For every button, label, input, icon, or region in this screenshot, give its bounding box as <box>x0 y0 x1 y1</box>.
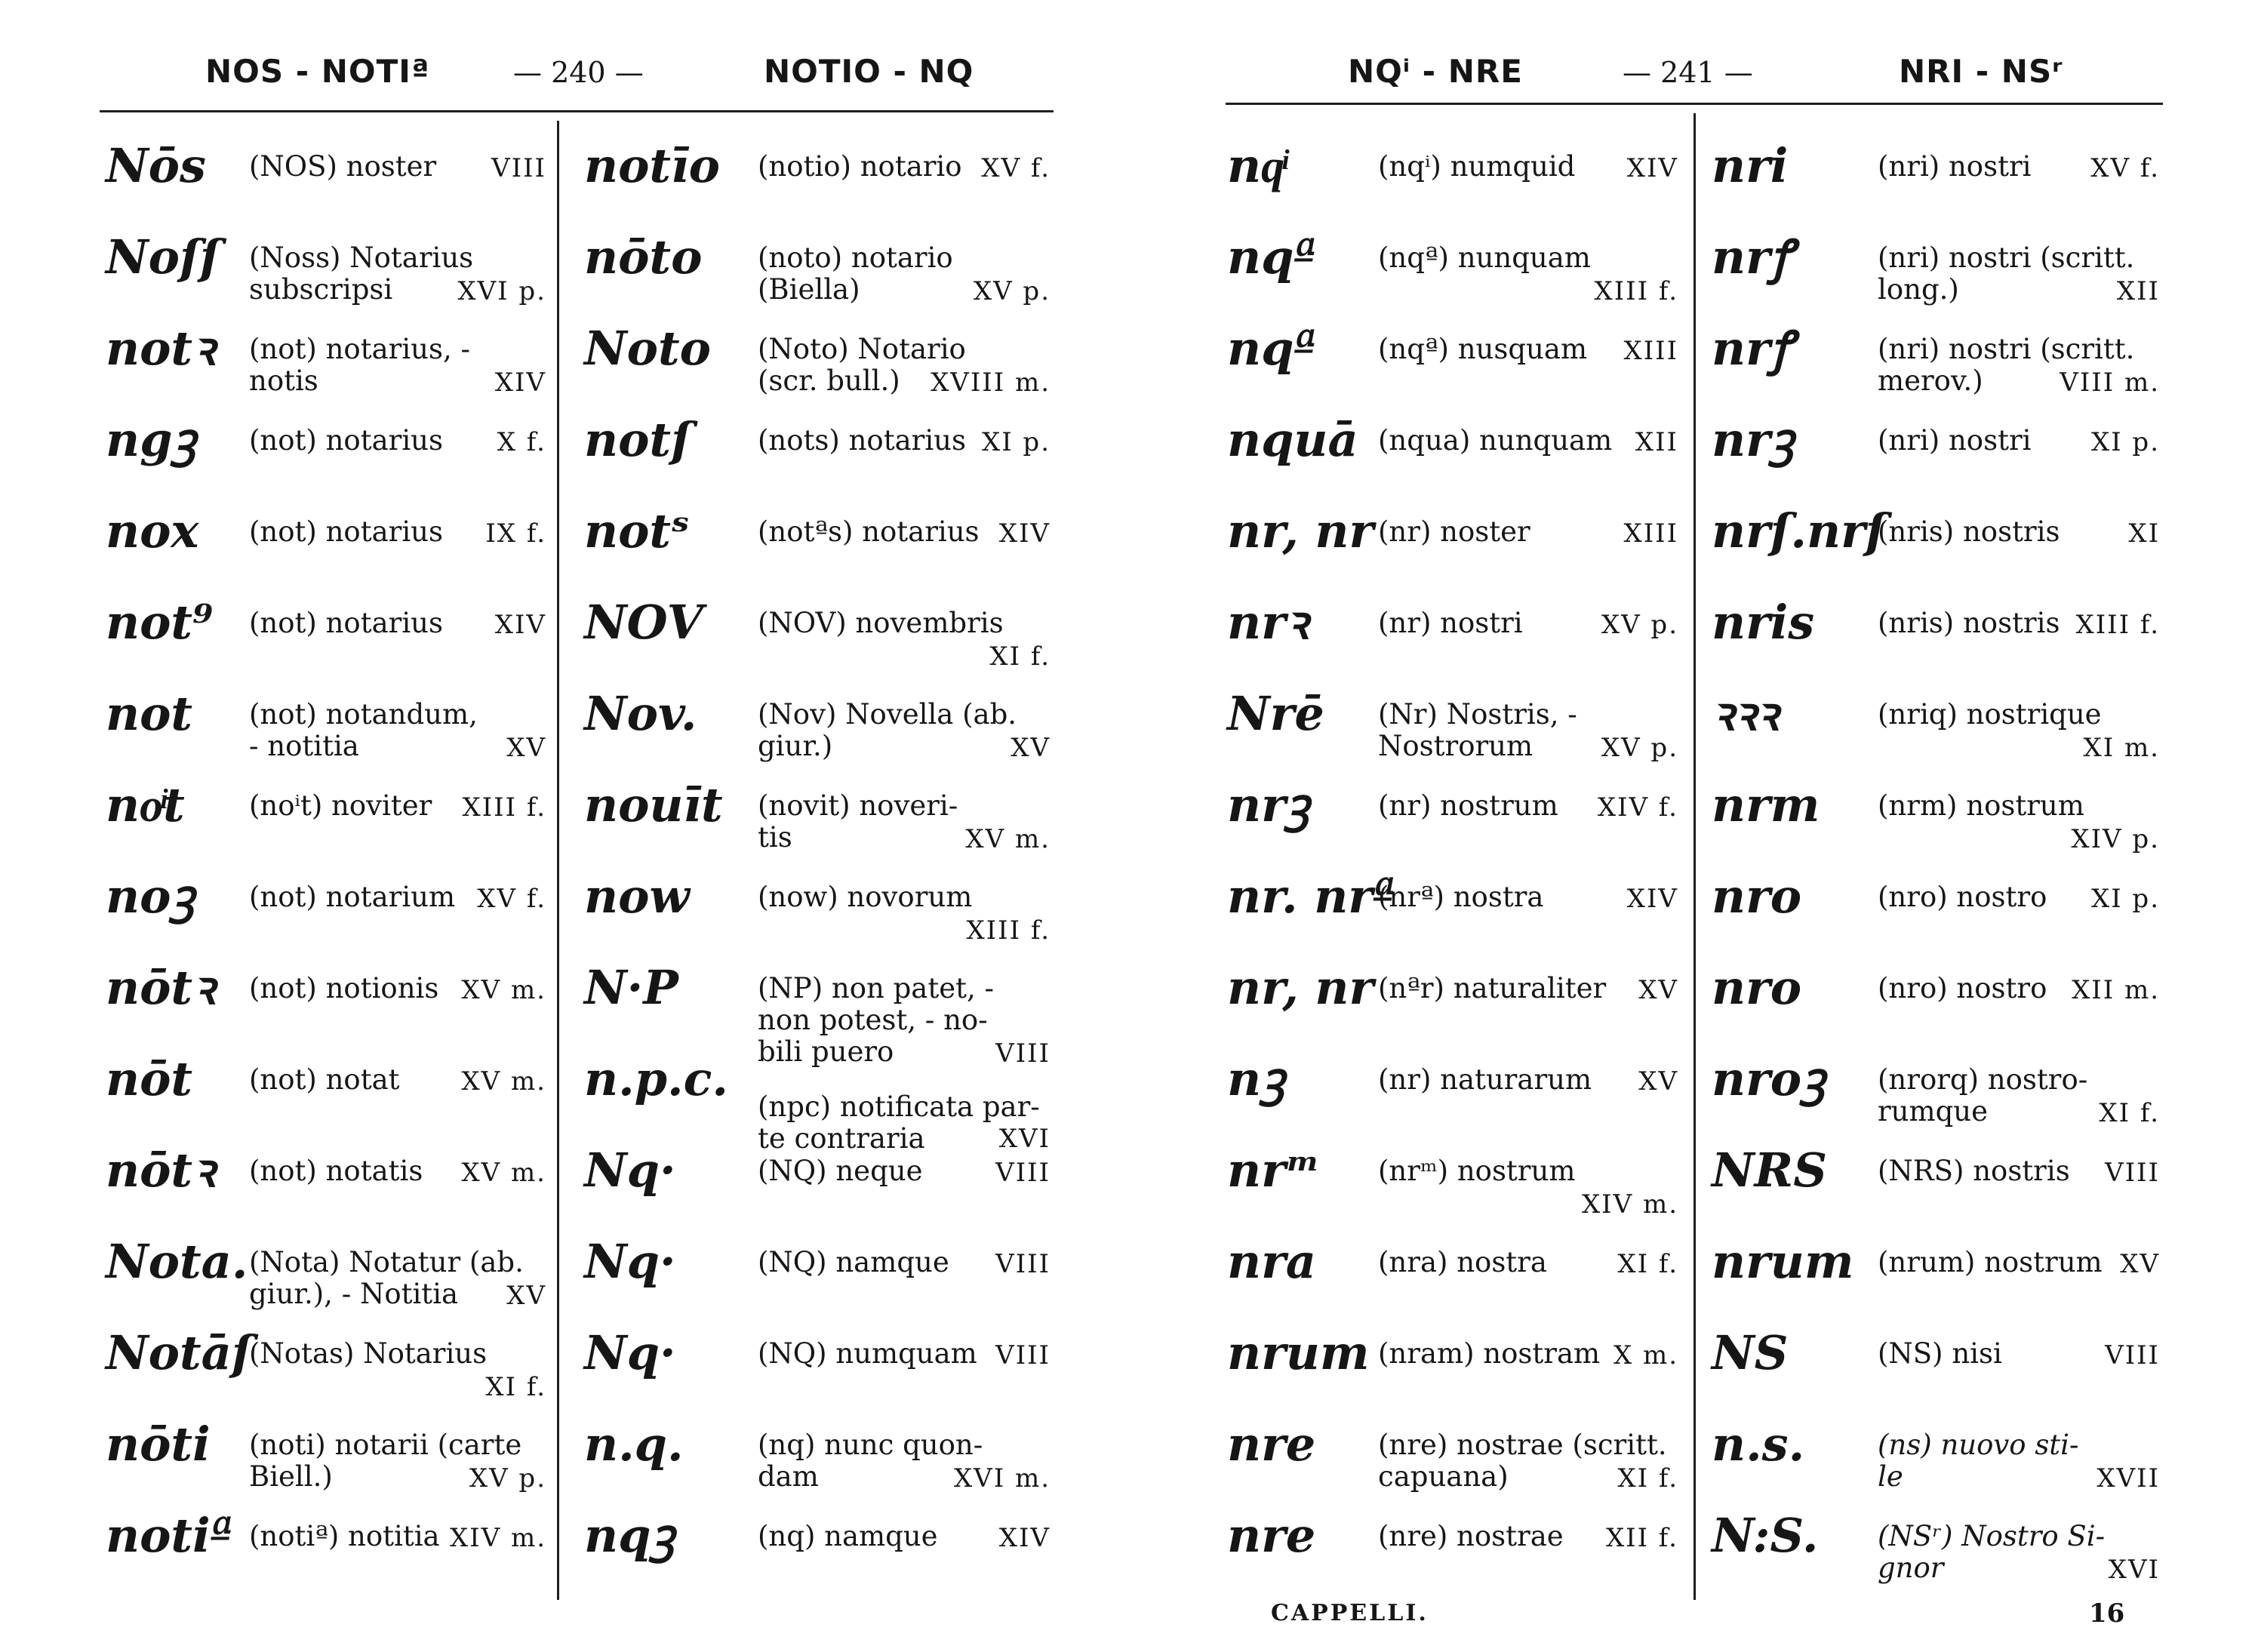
expansion: (not) notat <box>249 1063 400 1096</box>
abbreviation: nōti <box>106 1417 211 1472</box>
abbreviation: nōt <box>106 1051 193 1106</box>
expansion: (nri) nostri (scritt. long.) <box>1878 241 2135 306</box>
expansion: (nre) nostrae <box>1378 1520 1564 1552</box>
abbreviation: n.q. <box>584 1417 684 1472</box>
century-label: VIII <box>995 1249 1051 1279</box>
expansion: (nr) nostri <box>1378 607 1523 639</box>
expansion: (nqⁱ) numquid <box>1378 150 1576 183</box>
abbreviation: noͥt <box>106 777 185 832</box>
abbreviation: Nota. <box>106 1234 248 1289</box>
century-label: XII m. <box>2072 975 2160 1005</box>
abbreviation: nrꝭ <box>1712 229 1793 285</box>
abbreviation: NOV <box>584 595 703 650</box>
expansion: (NOV) novembris <box>758 607 1004 639</box>
century-label: VIII <box>491 153 546 183</box>
abbreviation: nrum <box>1712 1234 1854 1289</box>
abbreviation: nrꝛ <box>1227 595 1309 650</box>
century-label: XVII <box>2096 1463 2160 1494</box>
expansion: (novit) noveri- tis <box>758 789 958 854</box>
century-label: XI f. <box>989 641 1051 672</box>
century-label: XIV <box>494 610 546 640</box>
abbreviation: nris <box>1712 595 1815 650</box>
expansion: (nro) nostro <box>1878 972 2047 1004</box>
expansion: (not) notionis <box>249 972 439 1004</box>
right-running-head: NRI - NSʳ <box>1899 53 2063 90</box>
column-divider <box>557 121 559 1600</box>
abbreviation: nra <box>1227 1234 1316 1289</box>
century-label: XV f. <box>2090 153 2160 183</box>
century-label: XV <box>2120 1249 2160 1279</box>
century-label: VIII <box>995 1158 1051 1188</box>
century-label: XI f. <box>1617 1463 1678 1494</box>
abbreviation: N·P <box>584 960 678 1015</box>
century-label: VIII <box>995 1340 1051 1371</box>
expansion: (NQ) numquam <box>758 1337 977 1370</box>
century-label: XVIII m. <box>931 368 1051 398</box>
expansion: (NQ) namque <box>758 1246 949 1278</box>
abbreviation: nōtꝛ <box>106 960 215 1015</box>
expansion: (not) notarium <box>249 881 456 913</box>
expansion: (NRS) nostris <box>1878 1155 2070 1187</box>
abbreviation: notiª <box>106 1508 233 1563</box>
list-item <box>1227 960 1683 1063</box>
century-label: XIV p. <box>2071 824 2160 854</box>
abbreviation: nqª <box>1227 321 1317 376</box>
century-label: XIII f. <box>966 915 1051 946</box>
expansion: (nqª) nusquam <box>1378 333 1588 365</box>
expansion: (NSʳ) Nostro Si- gnor <box>1878 1520 2106 1584</box>
page-number: — 241 — <box>1623 56 1753 89</box>
list-item <box>1712 1508 2164 1611</box>
century-label: XV m. <box>461 975 546 1005</box>
expansion: (notio) notario <box>758 150 962 183</box>
abbreviation: Noto <box>584 321 712 376</box>
century-label: XI <box>2128 518 2160 549</box>
expansion: (nªr) naturaliter <box>1378 972 1607 1004</box>
abbreviation: notꝛ <box>106 321 215 376</box>
expansion: (nris) nostris <box>1878 607 2060 639</box>
expansion: (nr) naturarum <box>1378 1063 1592 1096</box>
abbreviation: NS <box>1712 1325 1789 1380</box>
century-label: XV m. <box>461 1158 546 1188</box>
century-label: IX f. <box>485 518 546 549</box>
century-label: XIV m. <box>449 1523 546 1553</box>
expansion: (nrm) nostrum <box>1878 789 2084 822</box>
signature-number: 16 <box>2089 1598 2125 1629</box>
expansion: (noto) notario (Biella) <box>758 241 953 306</box>
expansion: (noⁱt) noviter <box>249 789 432 822</box>
abbreviation: nrꝫ <box>1712 412 1795 467</box>
century-label: XV p. <box>1601 733 1678 763</box>
expansion: (nra) nostra <box>1378 1246 1547 1278</box>
expansion: (nri) nostri (scritt. merov.) <box>1878 333 2135 397</box>
century-label: XIV <box>1626 884 1678 914</box>
century-label: VIII <box>2105 1340 2160 1371</box>
expansion: (ns) nuovo sti- le <box>1878 1429 2079 1493</box>
century-label: VIII <box>2105 1158 2160 1188</box>
abbreviation: NRS <box>1712 1143 1827 1198</box>
century-label: XIV <box>1626 153 1678 183</box>
right-page <box>1129 0 2258 1652</box>
expansion: (nris) nostris <box>1878 515 2060 548</box>
expansion: (nrorq) nostro- rumque <box>1878 1063 2088 1127</box>
abbreviation: now <box>584 869 690 924</box>
century-label: XV <box>506 1281 546 1311</box>
expansion: (NP) non patet, - non potest, - no- bili puero <box>758 972 995 1068</box>
footer-author: CAPPELLI. <box>1271 1600 1429 1626</box>
abbreviation: nqª <box>1227 229 1317 285</box>
abbreviation: notſ <box>584 412 691 467</box>
left-running-head: NQⁱ - NRE <box>1348 53 1523 90</box>
century-label: XII <box>1635 427 1678 457</box>
century-label: XII f. <box>1605 1523 1678 1553</box>
abbreviation: nōtꝛ <box>106 1143 215 1198</box>
century-label: XV p. <box>1601 610 1678 640</box>
expansion: (Nr) Nostris, - Nostrorum <box>1378 698 1577 762</box>
abbreviation: nrum <box>1227 1325 1370 1380</box>
abbreviation: notˢ <box>584 503 690 558</box>
century-label: XV f. <box>981 153 1051 183</box>
century-label: XIV m. <box>1581 1189 1678 1220</box>
expansion: (not) notarius, - notis <box>249 333 471 397</box>
abbreviation: Nōs <box>106 138 206 193</box>
expansion: (not) notarius <box>249 607 443 639</box>
abbreviation: Nq· <box>584 1234 676 1289</box>
expansion: (npc) notificata par- te contraria <box>758 1091 1040 1155</box>
century-label: XI p. <box>2090 884 2160 914</box>
century-label: XV m. <box>461 1066 546 1097</box>
list-item <box>584 1508 1055 1611</box>
expansion: (NQ) neque <box>758 1155 923 1187</box>
expansion: (nriq) nostrique <box>1878 698 2102 731</box>
expansion: (Nota) Notatur (ab. giur.), - Notitia <box>249 1246 524 1310</box>
century-label: XIV <box>494 368 546 398</box>
abbreviation: ꝛꝛꝛ <box>1712 686 1779 741</box>
header-rule <box>100 110 1054 112</box>
century-label: XI m. <box>2083 733 2160 763</box>
century-label: XIII f. <box>1594 276 1678 306</box>
century-label: XVI p. <box>457 276 546 306</box>
abbreviation: nrſ.nrſ <box>1712 503 1886 558</box>
century-label: XII <box>2116 276 2160 306</box>
century-label: XIII <box>1623 518 1678 549</box>
century-label: XIV <box>998 518 1051 549</box>
century-label: XVI m. <box>953 1463 1051 1494</box>
expansion: (now) novorum <box>758 881 973 913</box>
abbreviation: nrm <box>1712 777 1820 832</box>
expansion: (nr) nostrum <box>1378 789 1558 822</box>
expansion: (not) notatis <box>249 1155 423 1187</box>
expansion: (nre) nostrae (scritt. capuana) <box>1378 1429 1667 1493</box>
abbreviation: Nrē <box>1227 686 1324 741</box>
abbreviation: noꝫ <box>106 869 195 924</box>
century-label: XVI <box>998 1124 1051 1154</box>
abbreviation: Nov. <box>584 686 697 741</box>
page-number: — 240 — <box>513 56 644 89</box>
century-label: XIII <box>1623 336 1678 366</box>
abbreviation: nꝫ <box>1227 1051 1285 1106</box>
century-label: XI f. <box>2099 1098 2160 1128</box>
column-divider <box>1694 113 1696 1600</box>
century-label: XIII f. <box>2075 610 2160 640</box>
expansion: (nram) nostram <box>1378 1337 1601 1370</box>
century-label: XI p. <box>981 427 1051 457</box>
expansion: (nq) nunc quon- dam <box>758 1429 983 1493</box>
century-label: XI f. <box>1617 1249 1678 1279</box>
century-label: XV m. <box>965 824 1051 854</box>
century-label: XI p. <box>2090 427 2160 457</box>
expansion: (Noss) Notarius subscripsi <box>249 241 474 306</box>
expansion: (Noto) Notario (scr. bull.) <box>758 333 966 397</box>
abbreviation: not <box>106 686 193 741</box>
abbreviation: nr, nr <box>1227 503 1374 558</box>
expansion: (nrª) nostra <box>1378 881 1544 913</box>
century-label: XV <box>506 733 546 763</box>
left-running-head: NOS - NOTIª <box>205 53 430 90</box>
abbreviation: N:S. <box>1712 1508 1819 1563</box>
abbreviation: nquā <box>1227 412 1358 467</box>
century-label: X f. <box>497 427 546 457</box>
abbreviation: nqꝫ <box>584 1508 675 1563</box>
expansion: (nots) notarius <box>758 424 966 457</box>
expansion: (nro) nostro <box>1878 881 2047 913</box>
abbreviation: ngꝫ <box>106 412 197 467</box>
expansion: (NOS) noster <box>249 150 437 183</box>
abbreviation: nr, nr <box>1227 960 1374 1015</box>
abbreviation: Notāſ <box>106 1325 252 1380</box>
abbreviation: nro <box>1712 960 1802 1015</box>
abbreviation: nro <box>1712 869 1802 924</box>
expansion: (nq) namque <box>758 1520 938 1552</box>
abbreviation: nox <box>106 503 199 558</box>
century-label: XV <box>1638 975 1678 1005</box>
list-item <box>106 1508 551 1611</box>
abbreviation: n.s. <box>1712 1417 1805 1472</box>
abbreviation: not⁹ <box>106 595 214 650</box>
century-label: XV p. <box>469 1463 546 1494</box>
century-label: XIII f. <box>462 792 546 823</box>
expansion: (notiª) notitia <box>249 1520 440 1552</box>
expansion: (nr) noster <box>1378 515 1530 548</box>
abbreviation: nqͥ <box>1227 138 1285 193</box>
abbreviation: notīo <box>584 138 720 193</box>
expansion: (nqª) nunquam <box>1378 241 1591 274</box>
list-item <box>1712 595 2164 698</box>
expansion: (nri) nostri <box>1878 424 2032 457</box>
century-label: XVI <box>2108 1555 2160 1585</box>
abbreviation: nrꝫ <box>1227 777 1310 832</box>
list-item <box>1227 1508 1683 1611</box>
header-rule <box>1226 103 2163 105</box>
abbreviation: nouīt <box>584 777 723 832</box>
century-label: XIV <box>998 1523 1051 1553</box>
century-label: VIII m. <box>2060 368 2160 398</box>
century-label: VIII <box>995 1038 1051 1069</box>
abbreviation: nre <box>1227 1417 1316 1472</box>
abbreviation: Nq· <box>584 1325 676 1380</box>
century-label: XV <box>1011 733 1051 763</box>
century-label: X m. <box>1613 1340 1678 1371</box>
expansion: (nri) nostri <box>1878 150 2032 183</box>
century-label: XIV f. <box>1597 792 1678 823</box>
expansion: (nqua) nunquam <box>1378 424 1613 457</box>
abbreviation: nre <box>1227 1508 1316 1563</box>
abbreviation: Noſſ <box>106 229 220 285</box>
right-running-head: NOTIO - NQ <box>764 53 974 90</box>
expansion: (notªs) notarius <box>758 515 980 548</box>
expansion: (nrᵐ) nostrum <box>1378 1155 1576 1187</box>
abbreviation: Nq· <box>584 1143 676 1198</box>
abbreviation: n.p.c. <box>584 1051 728 1106</box>
abbreviation: nr. nrª <box>1227 869 1396 924</box>
century-label: XI f. <box>485 1372 546 1402</box>
abbreviation: nrꝭ <box>1712 321 1793 376</box>
expansion: (nrum) nostrum <box>1878 1246 2103 1278</box>
expansion: (not) notarius <box>249 424 443 457</box>
expansion: (noti) notarii (carte Biell.) <box>249 1429 522 1493</box>
expansion: (not) notarius <box>249 515 443 548</box>
century-label: XV f. <box>477 884 546 914</box>
abbreviation: nrᵐ <box>1227 1143 1320 1198</box>
expansion: (Notas) Notarius <box>249 1337 488 1370</box>
abbreviation: nroꝫ <box>1712 1051 1826 1106</box>
expansion: (Nov) Novella (ab. giur.) <box>758 698 1017 762</box>
century-label: XV <box>1638 1066 1678 1097</box>
expansion: (not) notandum, - notitia <box>249 698 478 762</box>
expansion: (NS) nisi <box>1878 1337 2002 1370</box>
abbreviation: nōto <box>584 229 703 285</box>
century-label: XV p. <box>973 276 1051 306</box>
abbreviation: nri <box>1712 138 1789 193</box>
